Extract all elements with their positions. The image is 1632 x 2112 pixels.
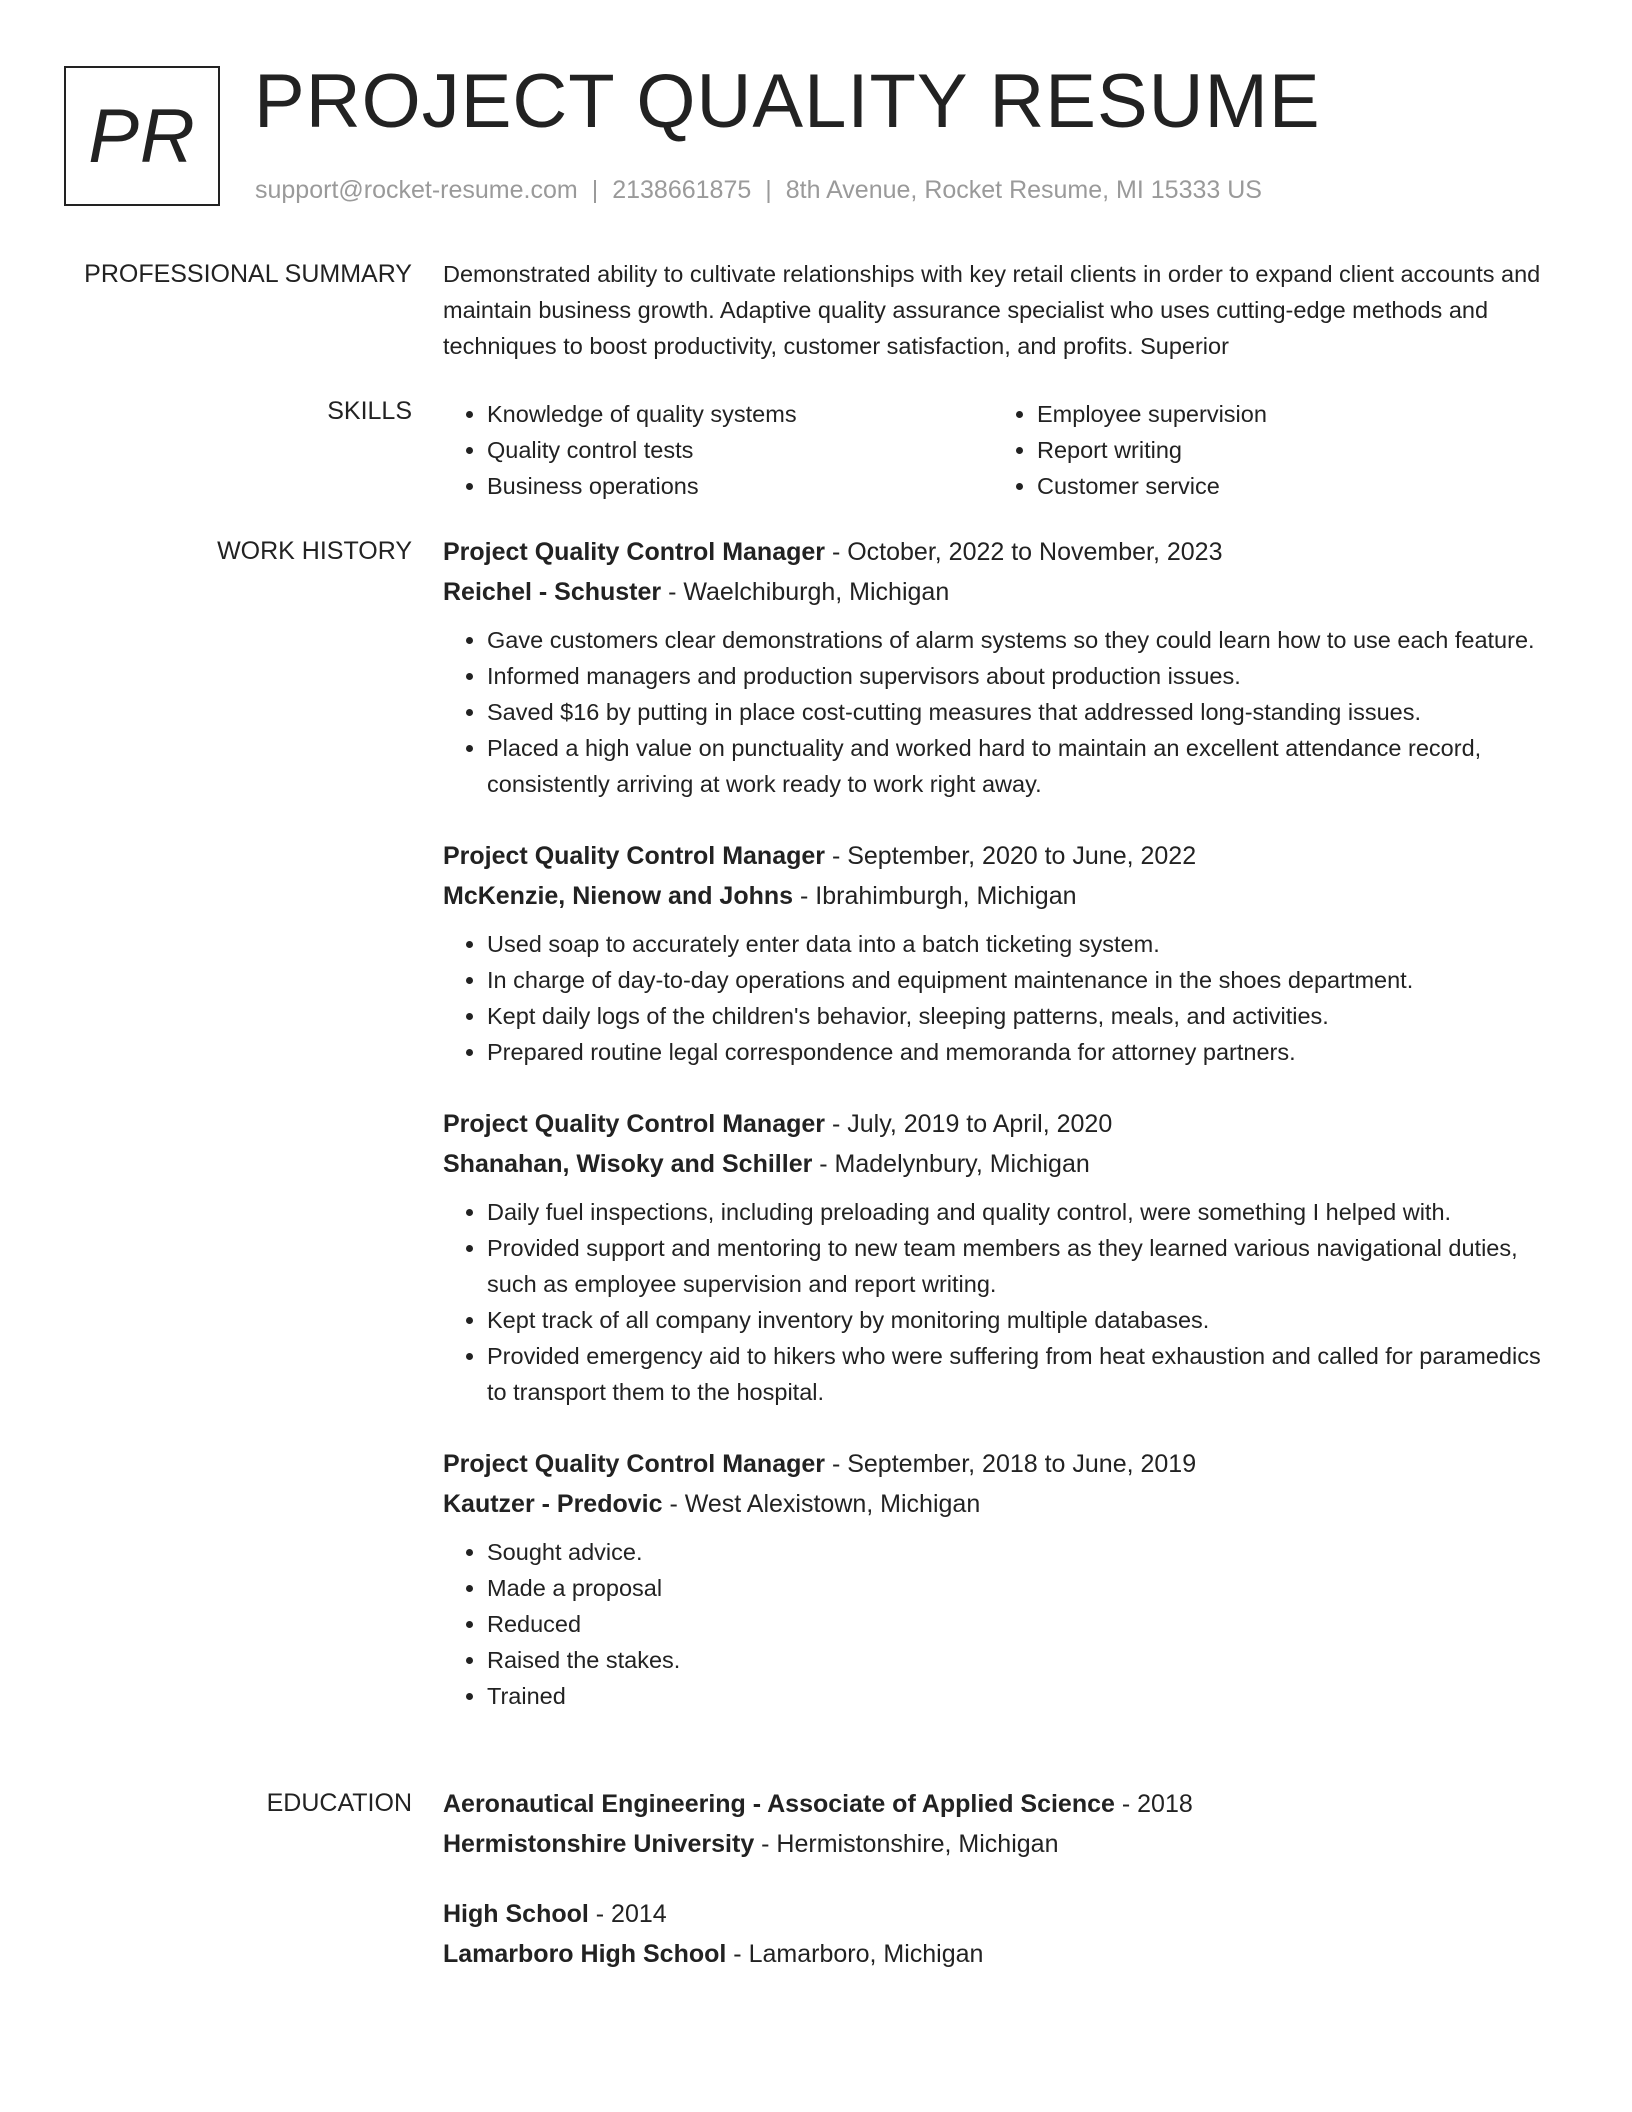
education-entry xyxy=(443,1784,1563,1864)
education-year: - 2018 xyxy=(1114,1790,1193,1818)
list-item: • Saved $16 by putting in place cost-cutting measures that addressed long-standing issues. xyxy=(487,694,1563,730)
job-company-line xyxy=(443,1144,1563,1184)
list-item: • Informed managers and production supervisors about production issues. xyxy=(487,658,1563,694)
job-title-line xyxy=(443,1444,1563,1484)
job-company: McKenzie, Nienow and Johns xyxy=(443,882,794,910)
education-school-line xyxy=(443,1934,1563,1974)
list-item: • Kept track of all company inventory by monitoring multiple databases. xyxy=(487,1302,1563,1338)
job-location: - Ibrahimburgh, Michigan xyxy=(793,882,1077,910)
job-title: Project Quality Control Manager xyxy=(443,842,826,870)
job-company-line xyxy=(443,876,1563,916)
skills-column-left xyxy=(443,396,993,504)
list-item: • Trained xyxy=(487,1678,1563,1714)
job-title: Project Quality Control Manager xyxy=(443,538,826,566)
education-degree-line xyxy=(443,1784,1563,1824)
email-link[interactable]: support@rocket-resume.com xyxy=(255,176,578,204)
job-company-line xyxy=(443,572,1563,612)
job-title-line xyxy=(443,532,1563,572)
job-bullets xyxy=(443,1194,1563,1410)
skill-item: • Report writing xyxy=(1037,432,1543,468)
education-location: - Hermistonshire, Michigan xyxy=(754,1830,1059,1858)
list-item: • Provided emergency aid to hikers who were suffering from heat exhaustion and called for paramedics to transport them to the hospital. xyxy=(487,1338,1563,1410)
contact-line xyxy=(255,174,1262,206)
separator: | xyxy=(765,176,772,204)
job-title-line xyxy=(443,1104,1563,1144)
list-item: • Used soap to accurately enter data into a batch ticketing system. xyxy=(487,926,1563,962)
job-company: Kautzer - Predovic xyxy=(443,1490,663,1518)
page-title: PROJECT QUALITY RESUME xyxy=(254,59,1321,144)
job-entry xyxy=(443,836,1563,1070)
education-degree: Aeronautical Engineering - Associate of Applied Science xyxy=(443,1790,1115,1818)
job-company: Shanahan, Wisoky and Schiller xyxy=(443,1150,813,1178)
list-item: • Sought advice. xyxy=(487,1534,1563,1570)
job-location: - Madelynbury, Michigan xyxy=(812,1150,1090,1178)
education-degree: High School xyxy=(443,1900,589,1928)
phone-number[interactable]: 2138661875 xyxy=(612,176,752,204)
address: 8th Avenue, Rocket Resume, MI 15333 US xyxy=(785,176,1262,204)
education-location: - Lamarboro, Michigan xyxy=(726,1940,984,1968)
job-bullets xyxy=(443,926,1563,1070)
skill-item: • Business operations xyxy=(487,468,993,504)
job-location: - West Alexistown, Michigan xyxy=(662,1490,981,1518)
skill-item: • Knowledge of quality systems xyxy=(487,396,993,432)
job-company-line xyxy=(443,1484,1563,1524)
list-item: • Raised the stakes. xyxy=(487,1642,1563,1678)
job-dates: - July, 2019 to April, 2020 xyxy=(825,1110,1113,1138)
list-item: • Reduced xyxy=(487,1606,1563,1642)
skill-item: • Customer service xyxy=(1037,468,1543,504)
education-degree-line xyxy=(443,1894,1563,1934)
education xyxy=(443,1784,1563,2004)
job-dates: - October, 2022 to November, 2023 xyxy=(825,538,1223,566)
job-location: - Waelchiburgh, Michigan xyxy=(661,578,950,606)
job-bullets xyxy=(443,1534,1563,1714)
skills-label: SKILLS xyxy=(327,397,412,425)
skill-item: • Employee supervision xyxy=(1037,396,1543,432)
job-entry xyxy=(443,532,1563,802)
summary-text: Demonstrated ability to cultivate relationships with key retail clients in order to expand client accounts and maintain business growth. Adaptive quality assurance specialist who uses cutting-edge methods and techniques to boost productivity, customer satisfaction, and profits. Superior xyxy=(443,261,1541,359)
job-title-line xyxy=(443,836,1563,876)
list-item: • Provided support and mentoring to new team members as they learned various navigational duties, such as employee supervision and report writing. xyxy=(487,1230,1563,1302)
job-title: Project Quality Control Manager xyxy=(443,1450,826,1478)
list-item: • Placed a high value on punctuality and worked hard to maintain an excellent attendance record, consistently arriving at work ready to work right away. xyxy=(487,730,1563,802)
job-entry xyxy=(443,1104,1563,1410)
monogram-logo: PR xyxy=(64,66,220,206)
skills-list xyxy=(443,396,1543,504)
job-title: Project Quality Control Manager xyxy=(443,1110,826,1138)
skill-item: • Quality control tests xyxy=(487,432,993,468)
work-history xyxy=(443,532,1563,1748)
work-history-label: WORK HISTORY xyxy=(217,537,412,565)
education-label: EDUCATION xyxy=(266,1789,412,1817)
list-item: • Prepared routine legal correspondence and memoranda for attorney partners. xyxy=(487,1034,1563,1070)
summary-label: PROFESSIONAL SUMMARY xyxy=(84,260,412,288)
list-item: • Kept daily logs of the children's behavior, sleeping patterns, meals, and activities. xyxy=(487,998,1563,1034)
list-item: • Made a proposal xyxy=(487,1570,1563,1606)
list-item: • Gave customers clear demonstrations of alarm systems so they could learn how to use each feature. xyxy=(487,622,1563,658)
job-dates: - September, 2020 to June, 2022 xyxy=(825,842,1197,870)
education-entry xyxy=(443,1894,1563,1974)
education-year: - 2014 xyxy=(588,1900,667,1928)
education-school: Hermistonshire University xyxy=(443,1830,755,1858)
skills-column-right xyxy=(993,396,1543,504)
job-dates: - September, 2018 to June, 2019 xyxy=(825,1450,1197,1478)
education-school-line xyxy=(443,1824,1563,1864)
job-entry xyxy=(443,1444,1563,1714)
list-item: • Daily fuel inspections, including preloading and quality control, were something I helped with. xyxy=(487,1194,1563,1230)
list-item: • In charge of day-to-day operations and equipment maintenance in the shoes department. xyxy=(487,962,1563,998)
education-school: Lamarboro High School xyxy=(443,1940,727,1968)
separator: | xyxy=(591,176,599,204)
job-company: Reichel - Schuster xyxy=(443,578,662,606)
job-bullets xyxy=(443,622,1563,802)
